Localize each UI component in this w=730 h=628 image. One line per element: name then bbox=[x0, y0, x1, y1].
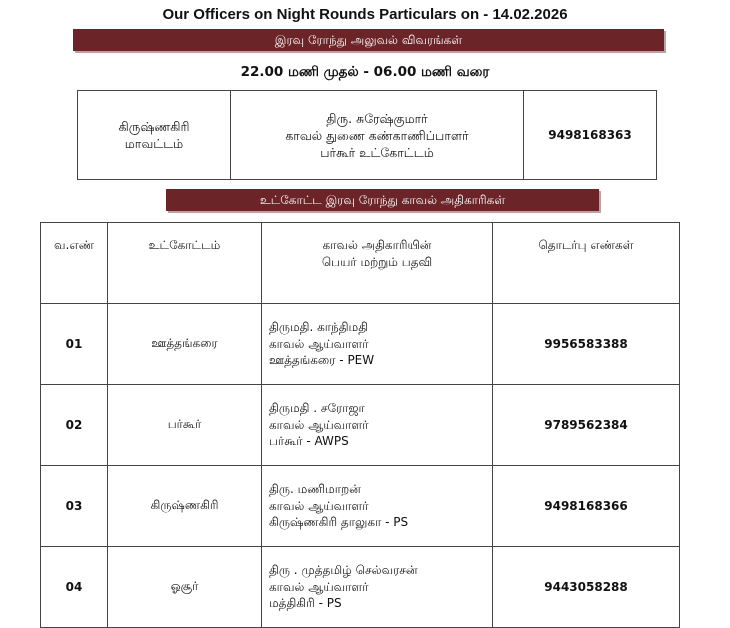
subdivision-cell: ஊத்தங்கரை bbox=[108, 304, 262, 385]
officer-cell bbox=[262, 466, 493, 547]
officer-cell bbox=[262, 547, 493, 628]
officer-name: திரு. மணிமாறன் bbox=[269, 482, 361, 497]
officer-cell bbox=[262, 385, 493, 466]
district-officer-rank: காவல் துணை கண்காணிப்பாளர் bbox=[285, 127, 469, 143]
subdivision-officers-table bbox=[40, 222, 680, 628]
officer-name: திருமதி. காந்திமதி bbox=[269, 320, 369, 335]
night-rounds-banner: இரவு ரோந்து அலுவல் விவரங்கள் bbox=[73, 29, 664, 51]
officer-station: கிருஷ்ணகிரி தாலுகா - PS bbox=[269, 515, 409, 530]
officer-station: பர்கூர் - AWPS bbox=[269, 434, 349, 449]
district-row bbox=[78, 91, 657, 180]
table-row bbox=[41, 304, 680, 385]
column-header-officer-line2: பெயர் மற்றும் பதவி bbox=[321, 255, 433, 269]
officer-rank: காவல் ஆய்வாளர் bbox=[269, 579, 369, 594]
phone-cell: 9789562384 bbox=[493, 385, 680, 466]
officer-name: திருமதி . சரோஜா bbox=[269, 401, 365, 416]
serial-cell: 01 bbox=[41, 304, 108, 385]
district-officer-name: திரு. சுரேஷ்குமார் bbox=[326, 110, 428, 126]
district-name-cell bbox=[78, 91, 231, 180]
column-header-officer-line1: காவல் அதிகாரியின் bbox=[322, 238, 432, 252]
table-row bbox=[41, 385, 680, 466]
district-officer-unit: பர்கூர் உட்கோட்டம் bbox=[320, 144, 434, 160]
serial-cell: 04 bbox=[41, 547, 108, 628]
subdivision-cell: கிருஷ்ணகிரி bbox=[108, 466, 262, 547]
serial-cell: 03 bbox=[41, 466, 108, 547]
officer-station: ஊத்தங்கரை - PEW bbox=[269, 353, 375, 368]
district-phone: 9498168363 bbox=[524, 91, 657, 180]
column-header-officer bbox=[262, 223, 493, 304]
district-officer-table bbox=[77, 90, 657, 180]
page-title: Our Officers on Night Rounds Particulars on - 14.02.2026 bbox=[162, 6, 568, 23]
subdivision-cell: பர்கூர் bbox=[108, 385, 262, 466]
column-header-subdivision: உட்கோட்டம் bbox=[108, 223, 262, 304]
phone-cell: 9956583388 bbox=[493, 304, 680, 385]
table-row bbox=[41, 466, 680, 547]
officer-rank: காவல் ஆய்வாளர் bbox=[269, 498, 369, 513]
time-range: 22.00 மணி முதல் - 06.00 மணி வரை bbox=[240, 64, 490, 80]
officer-cell bbox=[262, 304, 493, 385]
district-officer-cell bbox=[231, 91, 524, 180]
table-header-row bbox=[41, 223, 680, 304]
officer-station: மத்திகிரி - PS bbox=[269, 596, 342, 611]
phone-cell: 9443058288 bbox=[493, 547, 680, 628]
table-row bbox=[41, 547, 680, 628]
officer-rank: காவல் ஆய்வாளர் bbox=[269, 417, 369, 432]
officer-name: திரு . முத்தமிழ் செல்வரசன் bbox=[269, 563, 418, 578]
subdivision-banner: உட்கோட்ட இரவு ரோந்து காவல் அதிகாரிகள் bbox=[166, 189, 599, 211]
officer-rank: காவல் ஆய்வாளர் bbox=[269, 336, 369, 351]
column-header-serial: வ.எண் bbox=[41, 223, 108, 304]
district-label: மாவட்டம் bbox=[124, 136, 184, 151]
district-name: கிருஷ்ணகிரி bbox=[118, 119, 190, 134]
serial-cell: 02 bbox=[41, 385, 108, 466]
phone-cell: 9498168366 bbox=[493, 466, 680, 547]
subdivision-cell: ஓசூர் bbox=[108, 547, 262, 628]
column-header-phone: தொடர்பு எண்கள் bbox=[493, 223, 680, 304]
